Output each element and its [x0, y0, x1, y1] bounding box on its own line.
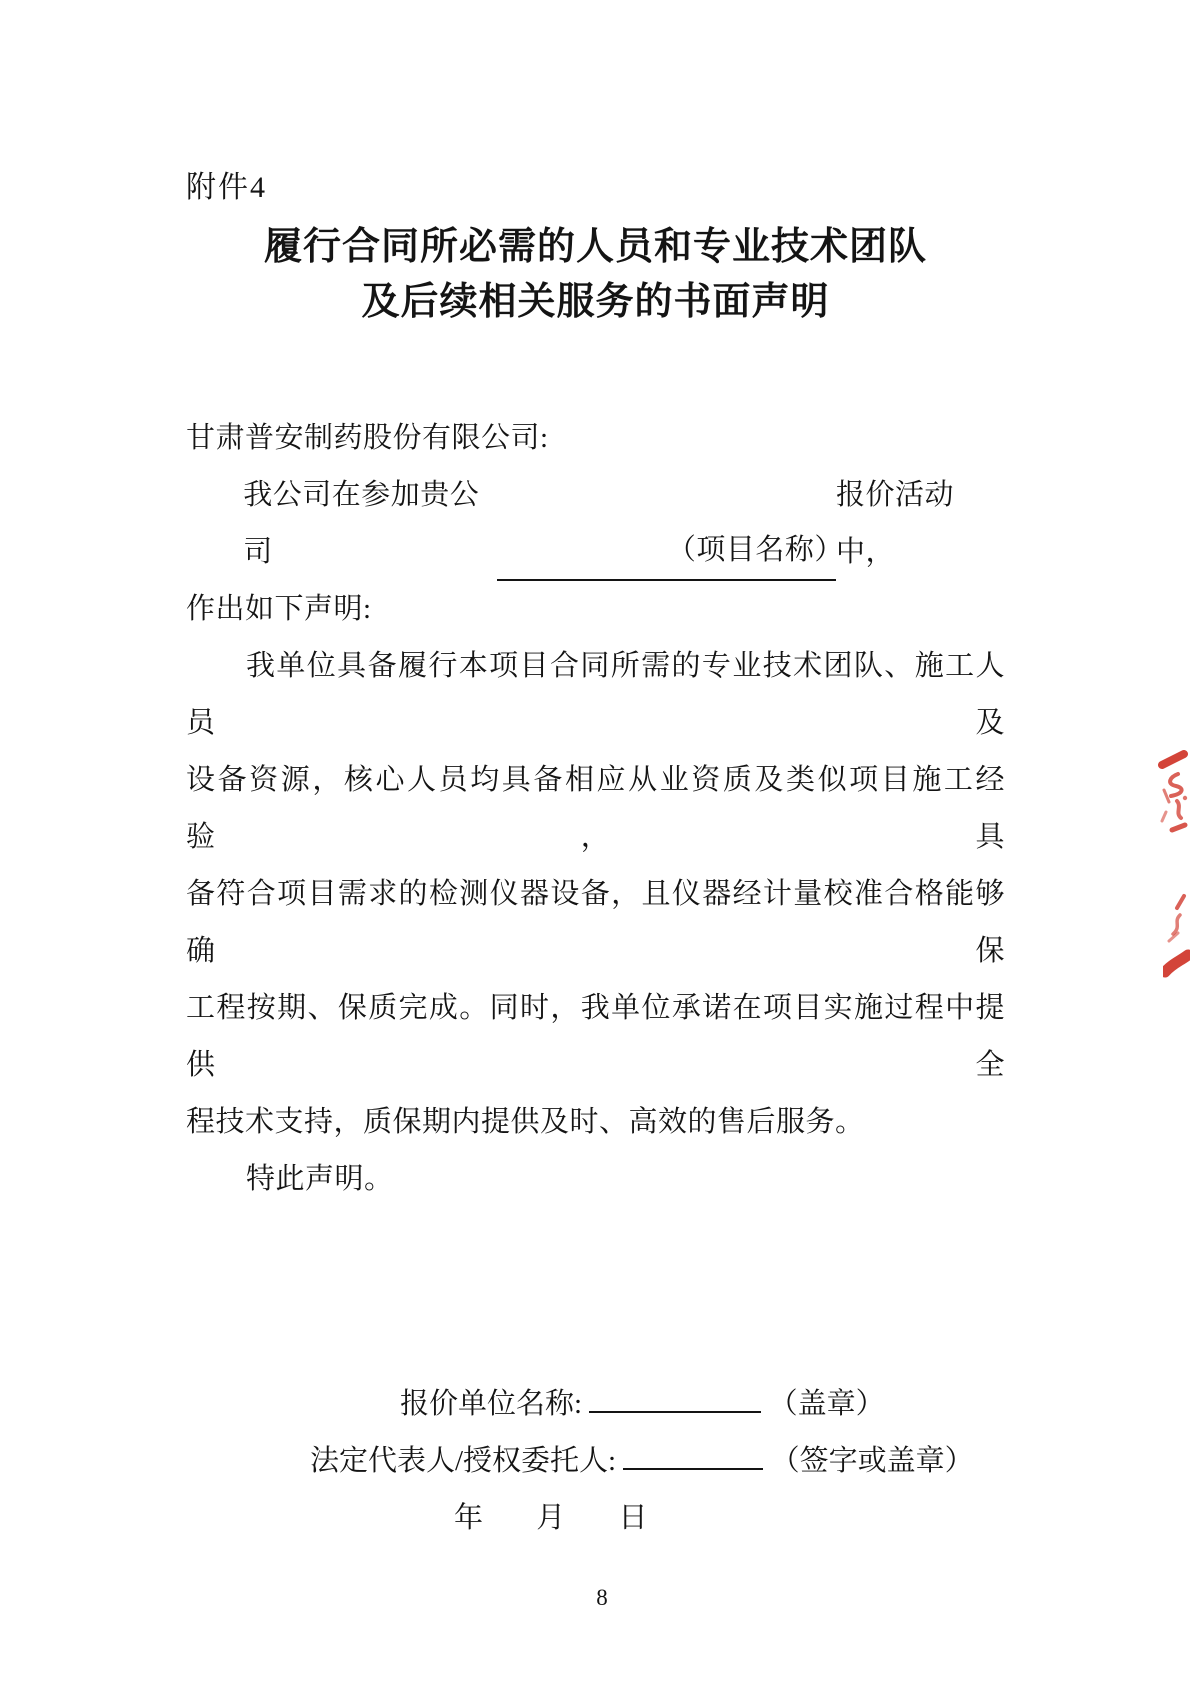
- signature-unit-line: [400, 1376, 1005, 1433]
- declaration-line-1: 我单位具备履行本项目合同所需的专业技术团队、施工人员及: [186, 650, 1005, 739]
- date-year-label: 年: [454, 1502, 484, 1534]
- legal-representative-blank-field: [623, 1436, 763, 1470]
- document-content: [186, 0, 1005, 1547]
- legal-representative-label: 法定代表人/授权委托人:: [310, 1445, 617, 1477]
- project-name-underline: [497, 522, 844, 581]
- document-title: [186, 220, 1005, 330]
- red-seal-fragment-icon: [1163, 888, 1190, 980]
- page-number: 8: [596, 1585, 608, 1610]
- signature-date-line: [454, 1490, 1005, 1547]
- attachment-label: 附件4: [186, 171, 267, 204]
- document-title-line-1: 履行合同所必需的人员和专业技术团队: [263, 226, 927, 268]
- document-title-line-2: 及后续相关服务的书面声明: [361, 281, 830, 323]
- signature-legal-line: [310, 1433, 1005, 1490]
- unit-name-label: 报价单位名称:: [400, 1388, 583, 1420]
- unit-seal-note: （盖章）: [768, 1388, 885, 1420]
- project-name-blank-field: [497, 539, 667, 579]
- declaration-line-3: 备符合项目需求的检测仪器设备，且仪器经计量校准合格能够确保: [186, 878, 1005, 967]
- closing-statement: 特此声明。: [246, 1163, 394, 1195]
- declaration-line-5: 程技术支持，质保期内提供及时、高效的售后服务。: [186, 1106, 865, 1138]
- intro-lead-text: 我公司在参加贵公司: [243, 479, 480, 568]
- date-month-label: 月: [536, 1502, 566, 1534]
- intro-line: [186, 467, 1005, 581]
- signature-block: [186, 1376, 1005, 1547]
- intro-continuation-line: 作出如下声明:: [186, 593, 372, 625]
- red-seal-fragment-icon: [1157, 750, 1190, 845]
- legal-seal-note: （签字或盖章）: [770, 1445, 974, 1477]
- declaration-line-2: 设备资源，核心人员均具备相应从业资质及类似项目施工经验，具: [186, 764, 1005, 853]
- project-name-placeholder: （项目名称）: [666, 534, 844, 566]
- declaration-line-4: 工程按期、保质完成。同时，我单位承诺在项目实施过程中提供全: [186, 992, 1005, 1081]
- declaration-paragraph: [186, 638, 1005, 1151]
- date-day-label: 日: [618, 1502, 648, 1534]
- intro-tail-text: 报价活动中，: [835, 479, 954, 568]
- unit-name-blank-field: [589, 1379, 761, 1413]
- salutation-line: 甘肃普安制药股份有限公司:: [186, 422, 549, 454]
